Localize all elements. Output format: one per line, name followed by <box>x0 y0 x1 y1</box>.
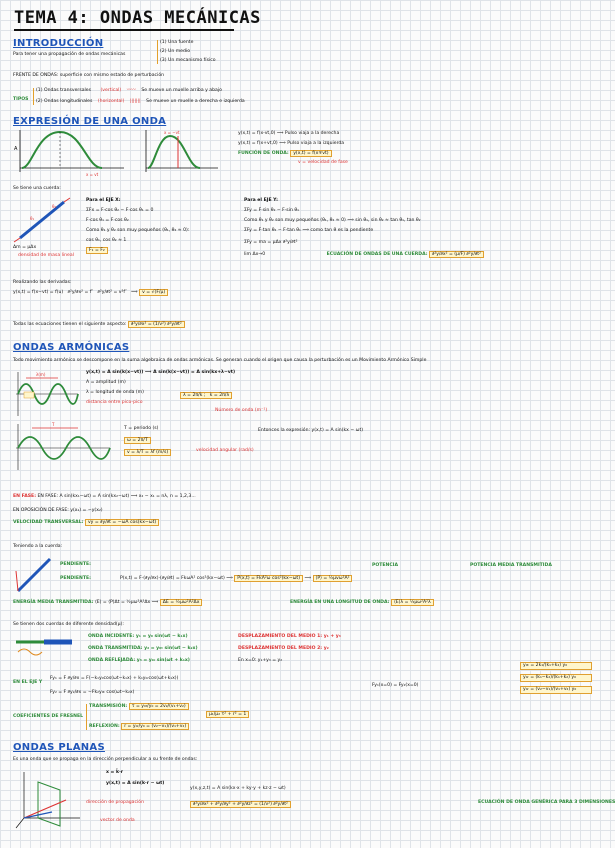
enfase-eq: EN FASE: EN FASE: A sin(kx₁−ωt) = A sin(kx₂−ωt) ⟹ x₂ − x₁ = nλ, n = 1,2,3... <box>13 494 196 499</box>
ejey-2: Como θ₁ y θ₂ son muy pequeños (θ₁, θ₂ ≈ 0) ⟹ sin θ₁, sin θ₂ ≈ tan θ₁, tan θ₂ <box>244 218 421 223</box>
planas-heading: ONDAS PLANAS <box>13 742 105 753</box>
fuerzas-eq-2: Fy₂ = F ∂y₂/∂x = −Fk₂y₀ₜ cos(ωt−k₂x) <box>50 690 135 695</box>
armonicas-heading: ONDAS ARMÓNICAS <box>13 342 130 353</box>
pendiente-label-2: PENDIENTE: <box>60 576 91 581</box>
two-strings-diagram <box>14 632 74 662</box>
page-title: TEMA 4: ONDAS MECÁNICAS <box>14 8 261 28</box>
onda-transmitida: ONDA TRANSMITIDA: y₂ = y₀ₜ sin(ωt − k₂x) <box>88 646 198 651</box>
armonicas-eq1: y(x,t) = A sin(k(x−vt)) ⟹ A sin(k(x−vt)) = A sin(kx+λ−vt) <box>86 370 236 375</box>
ejex-3: Como θ₁ y θ₂ son muy pequeños (θ₁, θ₂ ≈ 0): <box>86 228 190 233</box>
tipos-label: TIPOS <box>13 97 29 102</box>
fresnel-relation: μ₁/μ₂ τ² + r² = 1 <box>206 712 249 718</box>
ejex-5: F₁ = F₂ <box>86 247 108 254</box>
need-3: (3) Un mecanismo físico <box>160 58 216 63</box>
veltrans-eq: VELOCIDAD TRANSVERSAL: vy = ∂y/∂t = −ωA cos(kx−ωt) <box>13 520 159 526</box>
longitudinales: (2) Ondas longitudinales (horizontal) ||||||| Se mueve un muelle a derecha e izquierda <box>36 99 245 104</box>
wave-squiggle-icon: 〰〰 <box>126 88 136 93</box>
todas-label: Todas las ecuaciones tienen el siguiente aspecto: ∂²y/∂x² = (1/v²) ∂²y/∂t² <box>13 322 185 328</box>
derivadas-eq: y(x,t) = f(x−vt) = f(u) ∂²y/∂x² = f″ ∂²y/∂t² = v²f″ ⟹ v = √(F/μ) <box>13 290 168 296</box>
lambda-label: λ = longitud de onda (m) <box>86 390 144 395</box>
svg-text:T: T <box>52 422 55 427</box>
planas-eq1: x = k̂·r <box>106 770 124 775</box>
period-wave-graph <box>12 422 112 472</box>
ejey-3: ΣFy = F·tan θ₂ − F·tan θ₁ ⟹ como tan θ es la pendiente <box>244 228 374 233</box>
need-2: (2) Un medio <box>160 49 191 54</box>
onda-incidente: ONDA INCIDENTE: y₁ = y₀ sin(ωt − k₁x) <box>88 634 188 639</box>
numero-onda: Número de onda (m⁻¹) <box>215 408 268 413</box>
planas-intro: Es una onda que se propaga en la dirección perpendicular a su frente de ondas: <box>13 757 198 762</box>
omega-box: ω = 2π/T <box>124 437 151 444</box>
spring-icon: ||||||| <box>129 99 141 104</box>
intro-heading: INTRODUCCIÓN <box>13 38 104 49</box>
ejey-1: ΣFy = F·sin θ₂ − F·sin θ₁ <box>244 208 299 213</box>
ejey-heading: Para el EJE Y: <box>244 198 278 203</box>
moviendo-label: Teniendo a la cuerda: <box>13 544 63 549</box>
ejey-4: ΣFy = ma = μΔx ∂²y/∂t² <box>244 240 298 245</box>
pulse-eq-left: y(x,t) = f(x+vt,0) ⟹ Pulso viaja a la izquierda <box>238 141 345 146</box>
vector-label: vector de onda <box>100 818 135 823</box>
svg-text:θ₁: θ₁ <box>30 216 35 221</box>
v-nota: v = velocidad de fase <box>298 160 348 165</box>
harmonic-wave-graph <box>12 370 80 418</box>
plane-wave-diagram <box>14 768 84 830</box>
distancia-label: distancia entre pico-pico <box>86 400 143 405</box>
energia-eq: ENERGÍA MEDIA TRANSMITIDA: ⟨E⟩ = ⟨P⟩Δt = ½μω²A²Δx ⟹ ΔE = ½μω²A²Δx <box>13 600 202 606</box>
ejex-heading: Para el EJE X: <box>86 198 121 203</box>
fuerzas-eq: Fy₁ = F ∂y/∂x = F(−k₁y₀cos(ωt−k₁x) + k₁y₀ᵣcos(ωt+k₁x)) <box>50 676 179 681</box>
densidad-nota: densidad de masa lineal <box>18 253 74 258</box>
equiv-label: Entonces la expresión: y(x,t) = A sin(kx − ωt) <box>258 428 364 433</box>
pulse-left-graph <box>140 128 220 178</box>
potencia-eq: P(x,t) = F·(∂y/∂x)·(∂y/∂t) = FkωA² cos²(kx−ωt) ⟹ P(x,t) = FkA²ω cos²(kx−ωt) ⟹ ⟨P⟩ = ½μvω²A² <box>120 576 352 582</box>
planas-eq3: y(x,y,z,t) = A sin(kx·x + ky·y + kz·z − ωt) <box>190 786 286 791</box>
transversales: (1) Ondas transversales (vertical) 〰〰 Se mueve un muelle arriba y abajo <box>36 88 222 93</box>
svg-text:A: A <box>14 146 18 152</box>
funcion-onda: FUNCIÓN DE ONDA: y(x,t) = f(x∓vt) <box>238 151 348 157</box>
svg-text:x = vt: x = vt <box>86 172 99 177</box>
planas-eq2: y(x,t) = A sin(k·r − ωt) <box>106 781 165 786</box>
pot-media-label: POTENCIA MEDIA TRANSMITIDA <box>470 563 552 568</box>
desp-medio-1: DESPLAZAMIENTO DEL MEDIO 1: y₁ + y₃ <box>238 634 341 639</box>
transmision-row: TRANSMISIÓN: τ = y₀ₜ/y₀ = 2v₂/(v₁+v₂) <box>89 704 189 710</box>
fresnel-label: COEFICIENTES DE FRESNEL <box>13 714 84 719</box>
fuerzas-result: Fy₁(x=0) = Fy₂(x=0) <box>372 683 419 688</box>
expresion-heading: EXPRESIÓN DE UNA ONDA <box>13 116 167 127</box>
need-1: (1) Una fuente <box>160 40 194 45</box>
velang-label: velocidad angular (rad/s) <box>196 448 254 453</box>
potencia-label: POTENCIA <box>372 563 399 568</box>
pulse-right-graph <box>12 128 127 178</box>
energia-long: ENERGÍA EN UNA LONGITUD DE ONDA: ⟨E⟩λ = ½μω²A²λ <box>290 600 434 606</box>
ejex-4: cos θ₁, cos θ₂ ≈ 1 <box>86 238 127 243</box>
pendiente-label: PENDIENTE: <box>60 562 91 567</box>
direccion-label: dirección de propagación <box>86 800 145 805</box>
periodo-label: T = periodo (s) <box>124 426 159 431</box>
ejex-2: F·cos θ₁ = F·cos θ₂ <box>86 218 129 223</box>
armonicas-intro: Todo movimiento armónico se descompone en la suma algebraica de ondas armónicas. Se generan cuando el origen que causa la perturbación es un Movimiento Armónico Simple <box>13 358 427 363</box>
intro-line: Para tener una propagación de ondas mecánicas <box>13 52 126 57</box>
cuerdas-label: Se tienen dos cuerdas de diferente densidad(μ): <box>13 622 124 627</box>
onda-reflejada: ONDA REFLEJADA: y₃ = y₀ᵣ sin(ωt + k₁x) <box>88 658 190 663</box>
masa-eq: Δm = μΔx <box>13 245 37 250</box>
svg-text:λ(m): λ(m) <box>36 372 46 377</box>
planas-ecuacion: ECUACIÓN DE ONDA GENÉRICA PARA 3 DIMENSIONES <box>478 800 615 805</box>
tension-diagram <box>14 555 54 595</box>
string-element-diagram <box>14 196 72 244</box>
amplitud-label: A = amplitud (m) <box>86 380 126 385</box>
derivadas-label: Realizando las derivadas: <box>13 280 72 285</box>
svg-text:θ₂: θ₂ <box>52 204 57 209</box>
x0-cond: En x=0: y₁+y₃ = y₂ <box>238 658 283 663</box>
desp-medio-2: DESPLAZAMIENTO DEL MEDIO 2: y₂ <box>238 646 329 651</box>
cuerda-label: Se tiene una cuerda: <box>13 186 61 191</box>
frente-ondas: FRENTE DE ONDAS: superficie con mismo estado de perturbación <box>13 73 165 78</box>
reflexion-row: REFLEXIÓN: r = y₀ᵣ/y₀ = (v₂−v₁)/(v₁+v₂) <box>89 724 189 730</box>
k-box: λ = 2π/k ; k = 2π/λ <box>180 393 232 399</box>
ejey-5: lim Δx→0 ECUACIÓN DE ONDAS DE UNA CUERDA: ∂²y/∂x² = (μ/F) ∂²y/∂t² <box>244 252 484 258</box>
ejey-label: EN EL EJE Y <box>13 680 43 685</box>
ejex-1: ΣFx = F·cos θ₂ − F·cos θ₁ = 0 <box>86 208 154 213</box>
planas-generic: ∂²y/∂x² + ∂²y/∂y² + ∂²y/∂z² = (1/v²) ∂²y/∂t² <box>190 802 291 808</box>
svg-text:x = −vt: x = −vt <box>164 130 180 135</box>
title-underline <box>14 29 234 31</box>
oposicion-eq: EN OPOSICIÓN DE FASE: y(x₁) = −y(x₂) <box>13 508 103 513</box>
pulse-eq-right: y(x,t) = f(x-vt,0) ⟹ Pulso viaja a la derecha <box>238 131 340 136</box>
